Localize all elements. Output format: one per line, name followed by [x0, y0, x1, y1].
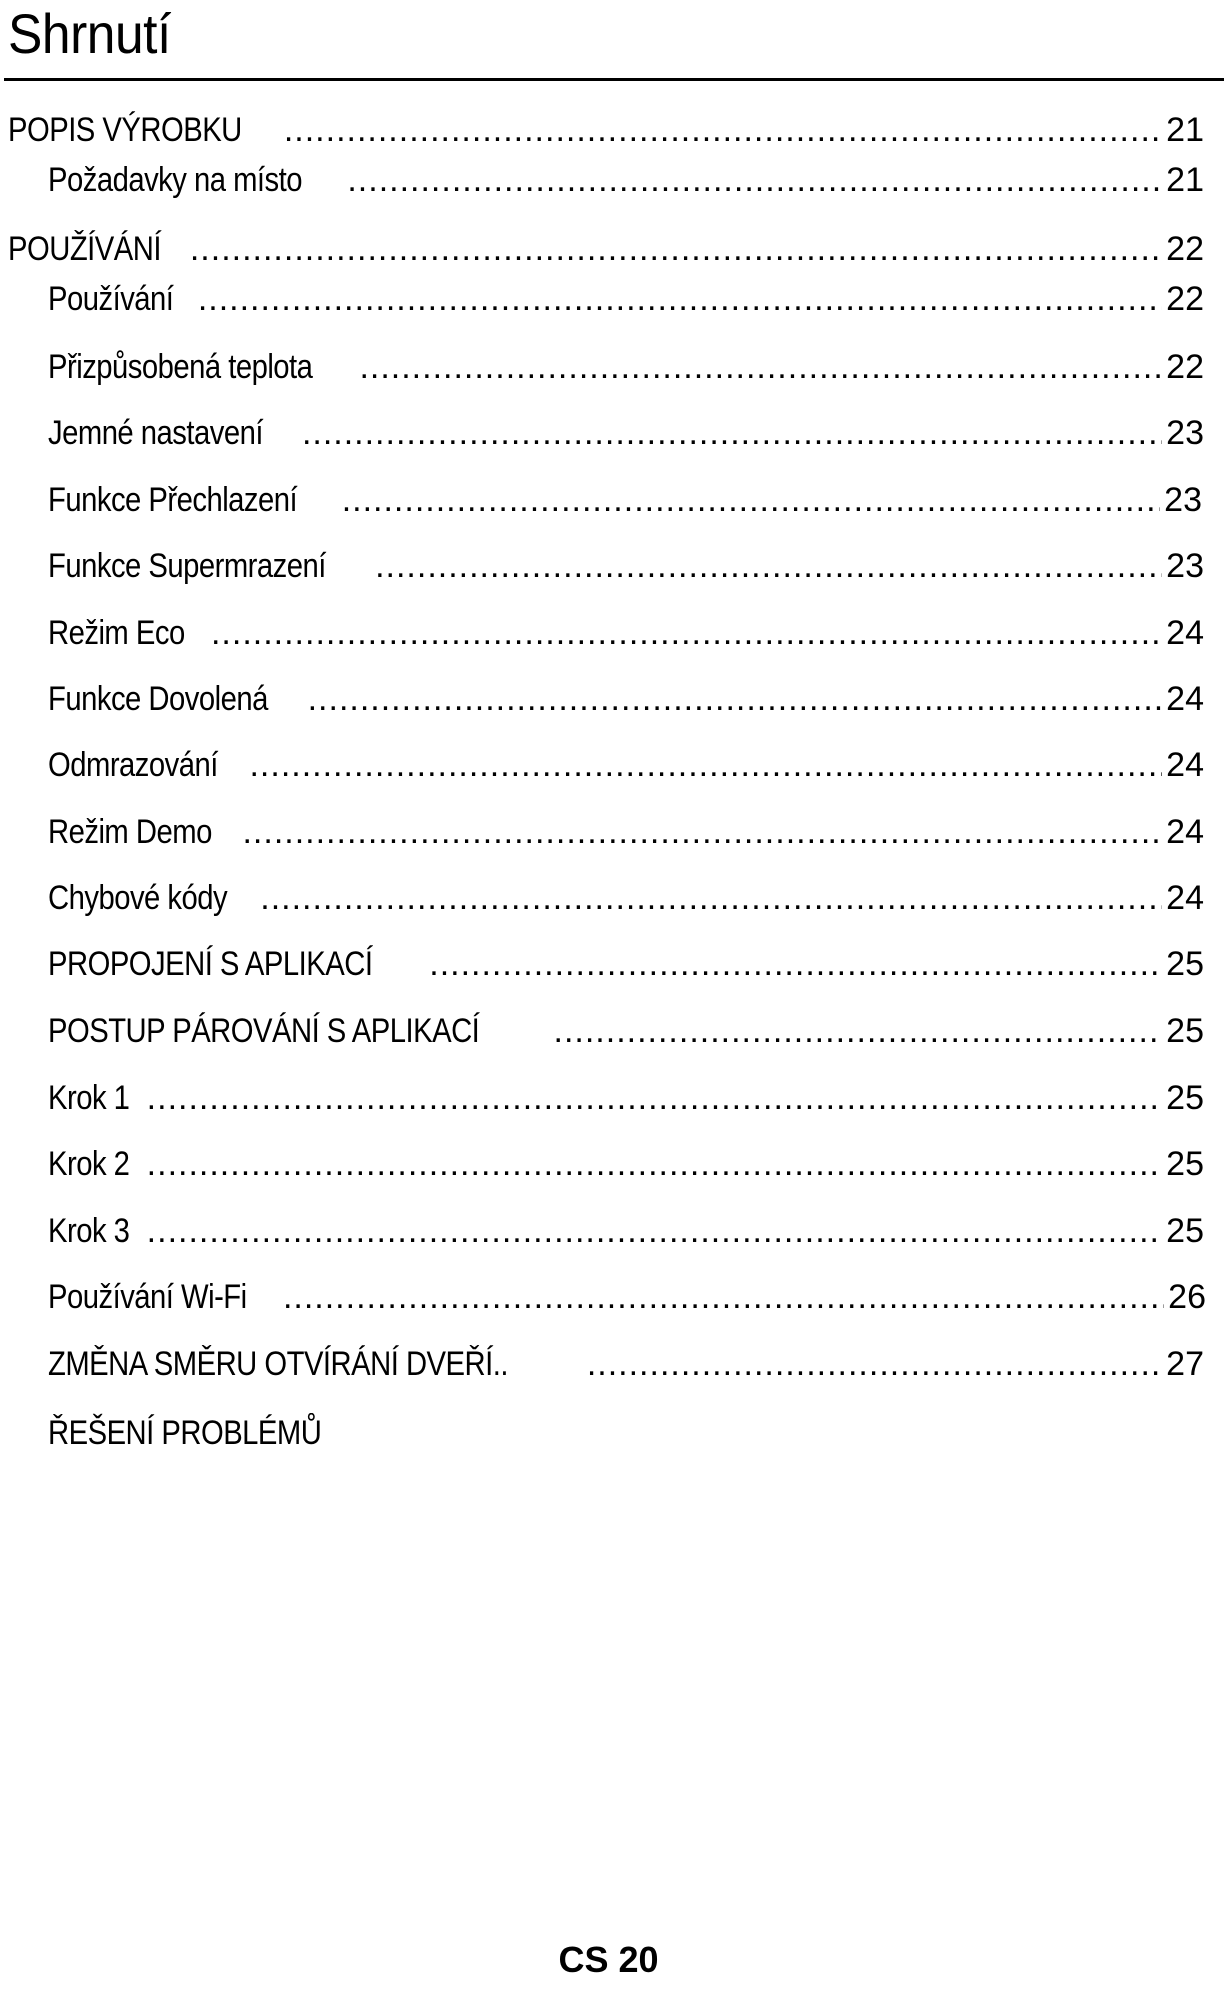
toc-leader-dots [302, 411, 1162, 455]
toc-leader-dots [260, 876, 1162, 920]
toc-entry-label: POPIS VÝROBKU [8, 111, 242, 149]
toc-entry-reseni-problemu [48, 1411, 648, 1455]
toc-leader-dots [587, 1342, 1162, 1386]
toc-entry-jemne-nastaveni [48, 411, 1204, 455]
toc-entry-rezim-eco [48, 611, 1204, 655]
toc-entry-pozadavky-na-misto [48, 158, 1204, 202]
toc-leader-dots [249, 743, 1162, 787]
toc-leader-dots [147, 1142, 1163, 1186]
toc-leader-dots [190, 227, 1162, 271]
toc-leader-dots [308, 677, 1163, 721]
toc-leader-dots [242, 810, 1162, 854]
page-title: Shrnutí [8, 2, 171, 65]
toc-entry-prizpusobena-teplota [48, 345, 1204, 389]
toc-leader-dots [347, 158, 1162, 202]
toc-entry-page: 27 [1166, 1345, 1204, 1383]
toc-entry-krok-2 [48, 1142, 1204, 1186]
toc-entry-pouzivani-heading [8, 227, 1204, 271]
toc-entry-page: 24 [1166, 879, 1204, 917]
toc-entry-label: Režim Demo [48, 813, 212, 851]
toc-leader-dots [429, 942, 1162, 986]
toc-entry-page: 25 [1166, 1079, 1204, 1117]
toc-entry-zmena-smeru-dveri [48, 1342, 1204, 1386]
toc-entry-label: Požadavky na místo [48, 161, 303, 199]
toc-leader-dots [211, 611, 1162, 655]
toc-entry-pouzivani [48, 277, 1204, 321]
toc-entry-label: Přizpůsobená teplota [48, 348, 313, 386]
toc-entry-page: 25 [1166, 945, 1204, 983]
toc-entry-label: Používání [48, 280, 174, 318]
toc-entry-rezim-demo [48, 810, 1204, 854]
toc-entry-page: 21 [1166, 111, 1204, 149]
toc-entry-label: POSTUP PÁROVÁNÍ S APLIKACÍ [48, 1012, 480, 1050]
toc-entry-krok-3 [48, 1209, 1204, 1253]
toc-entry-page: 25 [1166, 1145, 1204, 1183]
toc-entry-page: 26 [1168, 1278, 1206, 1316]
toc-entry-postup-parovani [48, 1009, 1204, 1053]
toc-leader-dots [284, 108, 1162, 152]
toc-entry-page: 24 [1166, 746, 1204, 784]
toc-entry-label: PROPOJENÍ S APLIKACÍ [48, 945, 373, 983]
toc-entry-funkce-supermrazeni [48, 544, 1204, 588]
toc-entry-page: 24 [1166, 813, 1204, 851]
toc-entry-label: Krok 3 [48, 1212, 130, 1250]
toc-leader-dots [283, 1275, 1164, 1319]
toc-leader-dots [147, 1209, 1163, 1253]
toc-entry-label: Chybové kódy [48, 879, 228, 917]
toc-entry-funkce-dovolena [48, 677, 1204, 721]
toc-entry-page: 24 [1166, 680, 1204, 718]
toc-entry-page: 22 [1166, 280, 1204, 318]
toc-entry-chybove-kody [48, 876, 1204, 920]
toc-entry-label: POUŽÍVÁNÍ [8, 230, 161, 268]
toc-leader-dots [554, 1009, 1163, 1053]
toc-entry-propojeni-s-aplikaci [48, 942, 1204, 986]
toc-entry-label: Funkce Dovolená [48, 680, 268, 718]
page-number: CS 20 [558, 1939, 659, 1980]
toc-entry-page: 21 [1166, 161, 1204, 199]
toc-leader-dots [359, 345, 1162, 389]
toc-entry-label: ŘEŠENÍ PROBLÉMŮ [48, 1414, 322, 1452]
toc-entry-label: Jemné nastavení [48, 414, 263, 452]
toc-entry-label: Používání Wi-Fi [48, 1278, 247, 1316]
toc-entry-page: 23 [1166, 414, 1204, 452]
toc-entry-label: ZMĚNA SMĚRU OTVÍRÁNÍ DVEŘÍ.. [48, 1345, 508, 1383]
toc-entry-funkce-prechlazeni [48, 478, 1202, 522]
toc-entry-pouzivani-wifi [48, 1275, 1206, 1319]
toc-entry-page: 25 [1166, 1012, 1204, 1050]
toc-entry-page: 24 [1166, 614, 1204, 652]
toc-entry-label: Funkce Přechlazení [48, 481, 298, 519]
toc-entry-label: Krok 1 [48, 1079, 130, 1117]
toc-entry-label: Krok 2 [48, 1145, 130, 1183]
toc-leader-dots [147, 1076, 1163, 1120]
toc-leader-dots [198, 277, 1162, 321]
toc-leader-dots [375, 544, 1162, 588]
toc-entry-page: 22 [1166, 230, 1204, 268]
toc-entry-label: Odmrazování [48, 746, 218, 784]
toc-entry-label: Režim Eco [48, 614, 185, 652]
toc-leader-dots [342, 478, 1160, 522]
toc-entry-page: 23 [1166, 547, 1204, 585]
toc-entry-page: 22 [1166, 348, 1204, 386]
toc-entry-krok-1 [48, 1076, 1204, 1120]
toc-entry-page: 25 [1166, 1212, 1204, 1250]
toc-entry-label: Funkce Supermrazení [48, 547, 326, 585]
toc-entry-popis-vyrobku [8, 108, 1204, 152]
toc-entry-page: 23 [1164, 481, 1202, 519]
toc-entry-odmrazovani [48, 743, 1204, 787]
